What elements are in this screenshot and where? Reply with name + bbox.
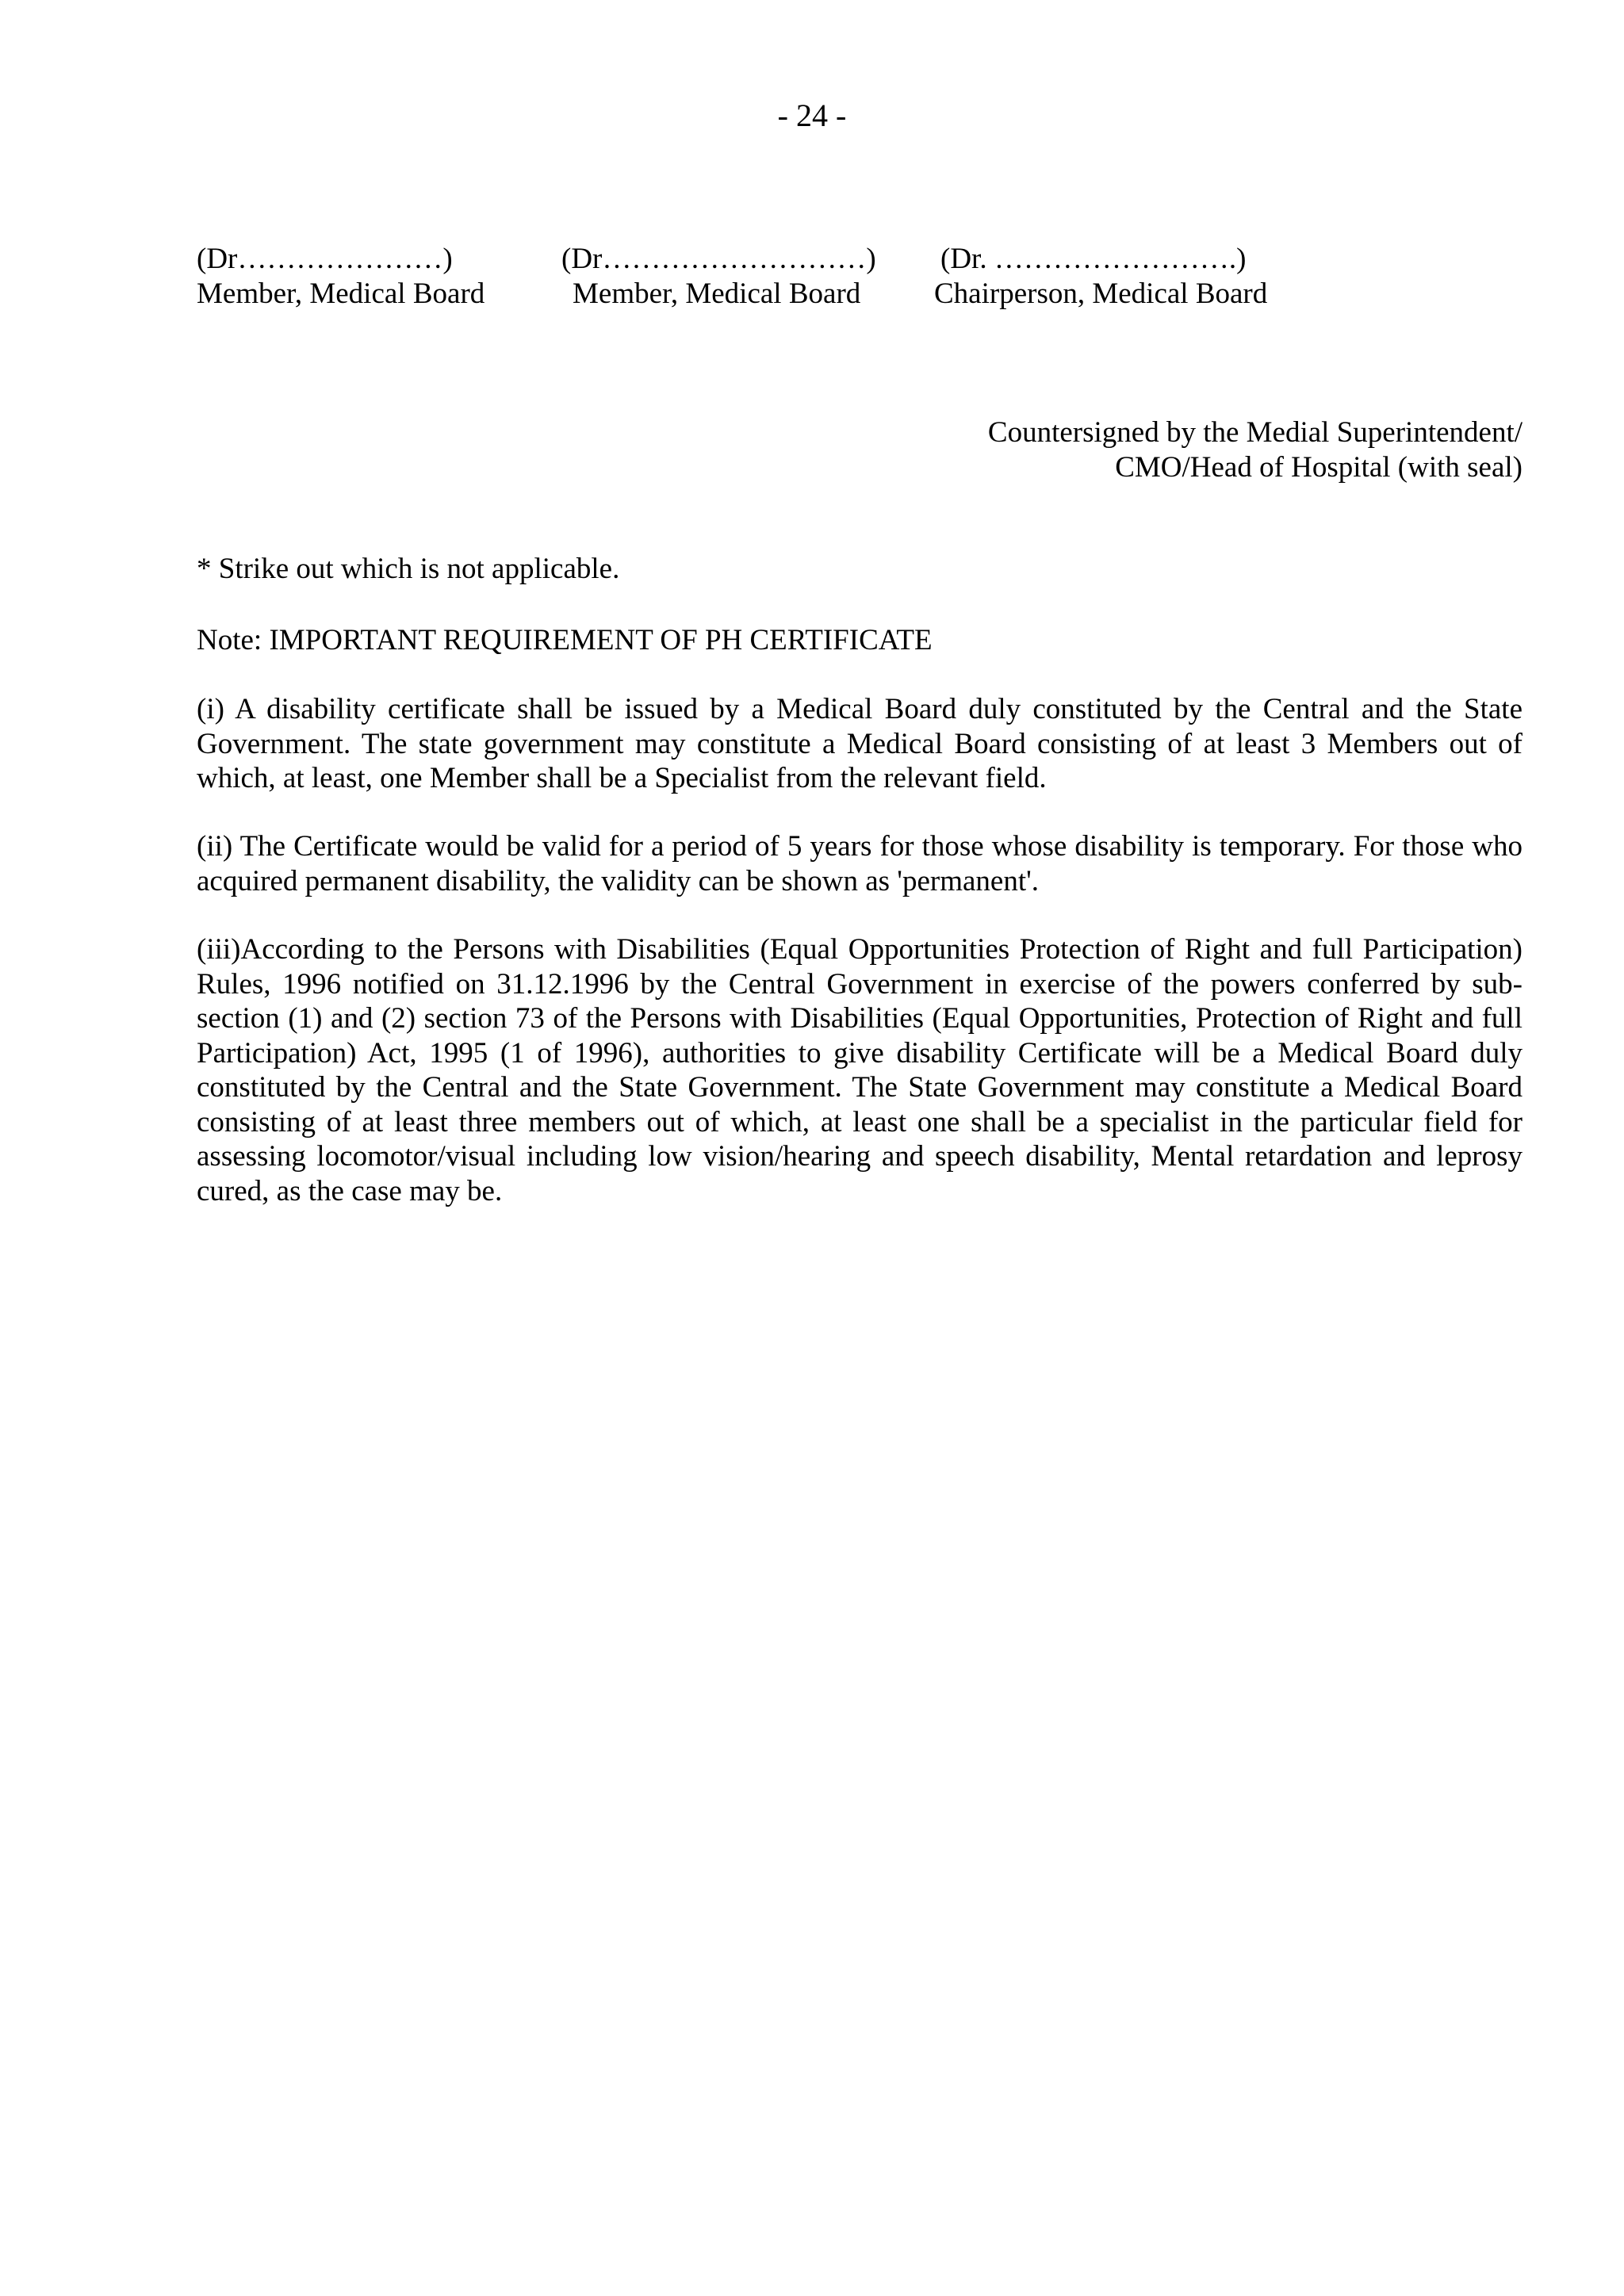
signature-name: (Dr………………………)	[561, 243, 876, 275]
signature-name: (Dr…………………)	[197, 243, 453, 275]
signature-role: Chairperson, Medical Board	[934, 277, 1268, 310]
signature-block	[197, 242, 1545, 321]
signature-name: (Dr. …………………….)	[940, 243, 1247, 275]
signature-member-2	[561, 242, 876, 312]
signature-role: Member, Medical Board	[197, 277, 485, 310]
countersign-line-1: Countersigned by the Medial Superintendent/	[987, 416, 1522, 449]
signature-role: Member, Medical Board	[573, 277, 861, 310]
signature-member-1	[197, 242, 485, 312]
requirement-paragraph-2: (ii) The Certificate would be valid for a period of 5 years for those whose disability is temporary. For those who acquired permanent disability, the validity can be shown as 'permanent'.	[197, 830, 1522, 897]
strike-out-note: * Strike out which is not applicable.	[197, 553, 620, 585]
note-heading: Note: IMPORTANT REQUIREMENT OF PH CERTIFICATE	[197, 624, 933, 656]
requirement-paragraph-3: (iii)According to the Persons with Disabilities (Equal Opportunities Protection of Right and full Participation) Rules, 1996 notified on 31.12.1996 by the Central Government in exercise of the powers conferred by sub-section (1) and (2) section 73 of the Persons with Disabilities (Equal Opportunities, Protection of Right and full Participation) Act, 1995 (1 of 1996), authorities to give disability Certificate will be a Medical Board duly constituted by the Central and the State Government. The State Government may constitute a Medical Board consisting of at least three members out of which, at least one shall be a specialist in the particular field for assessing locomotor/visual including low vision/hearing and speech disability, Mental retardation and leprosy cured, as the case may be.	[197, 933, 1522, 1207]
signature-chairperson	[934, 242, 1267, 312]
countersign-block	[988, 415, 1522, 485]
page-number: - 24 -	[777, 98, 847, 133]
requirement-paragraph-1: (i) A disability certificate shall be issued by a Medical Board duly constituted by the Central and the State Government. The state government may constitute a Medical Board consisting of at least 3 Members out of which, at least, one Member shall be a Specialist from the relevant field.	[197, 693, 1522, 794]
countersign-line-2: CMO/Head of Hospital (with seal)	[1115, 451, 1522, 484]
